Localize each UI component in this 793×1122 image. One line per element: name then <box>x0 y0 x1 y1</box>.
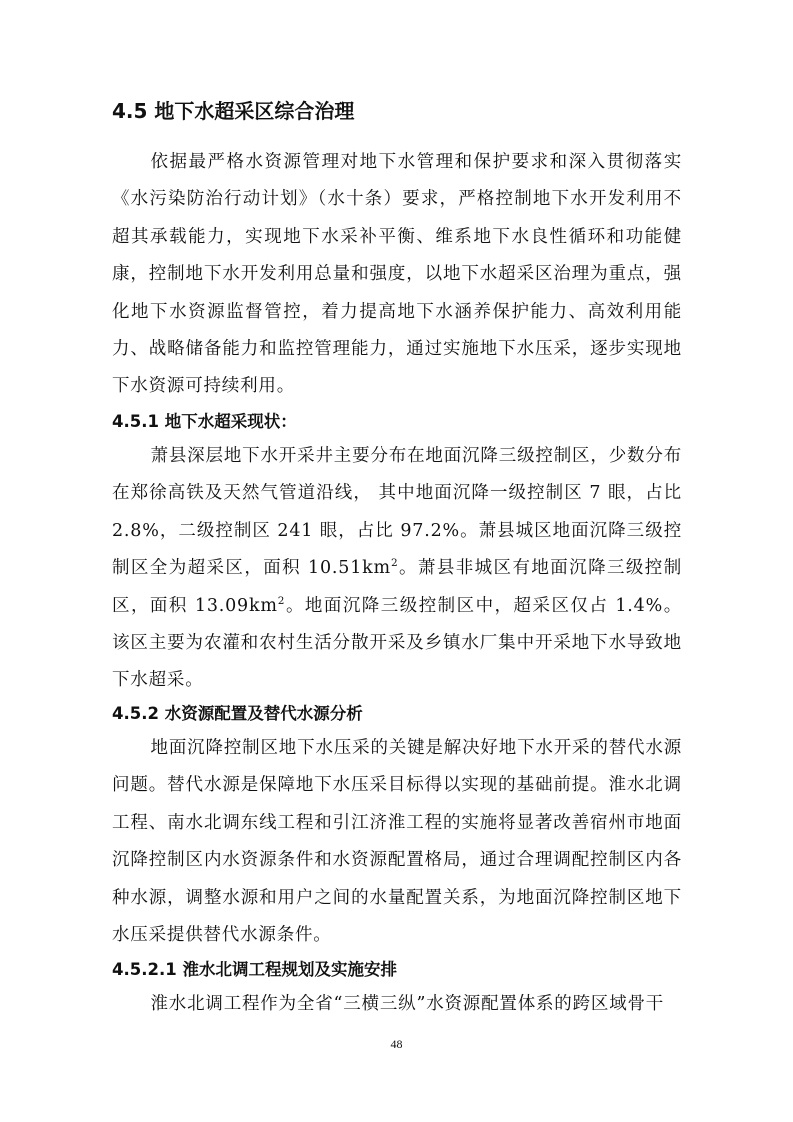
section-heading-4-5-2: 4.5.2 水资源配置及替代水源分析 <box>112 704 363 723</box>
section-heading-4-5-2-1: 4.5.2.1 淮水北调工程规划及实施安排 <box>112 960 397 979</box>
page-number: 48 <box>390 1037 403 1051</box>
paragraph-4-5-1-status <box>112 438 682 700</box>
paragraph-4-5-intro: 依据最严格水资源管理对地下水管理和保护要求和深入贯彻落实《水污染防治行动计划》（水十条）要求，严格控制地下水开发利用不超其承载能力，实现地下水采补平衡、维系地下水良性循环和功能健康，控制地下水开发利用总量和强度，以地下水超采区治理为重点，强化地下水资源监督管控，着力提高地下水涵养保护能力、高效利用能力、战略储备能力和监控管理能力，通过实施地下水压采，逐步实现地下水资源可持续利用。 <box>112 152 682 397</box>
section-heading-4-5: 4.5 地下水超采区综合治理 <box>112 99 355 123</box>
superscript-squared-1: 2 <box>390 557 399 570</box>
status-text-part-3: 。地面沉降三级控制区中，超采区仅占 1.4%。该区主要为农灌和农村生活分散开采及乡镇水厂集中开采地下水导致地下水超采。 <box>112 595 683 691</box>
superscript-squared-2: 2 <box>277 594 286 607</box>
status-text-part-2: 。萧县非城区有地面沉降三级控制区，面积 13.09km <box>112 558 683 616</box>
paragraph-4-5-2-1-start: 淮水北调工程作为全省“三横三纵”水资源配置体系的跨区域骨干 <box>150 994 665 1014</box>
section-heading-4-5-1: 4.5.1 地下水超采现状： <box>112 412 297 431</box>
paragraph-4-5-2-allocation: 地面沉降控制区地下水压采的关键是解决好地下水开采的替代水源问题。替代水源是保障地下水压采目标得以实现的基础前提。淮水北调工程、南水北调东线工程和引江济淮工程的实施将显著改善宿州市地面沉降控制区内水资源条件和水资源配置格局，通过合理调配控制区内各种水源，调整水源和用户之间的水量配置关系，为地面沉降控制区地下水压采提供替代水源条件。 <box>112 738 682 946</box>
status-text-part-1: 萧县深层地下水开采井主要分布在地面沉降三级控制区，少数分布在郑徐高铁及天然气管道沿线， 其中地面沉降一级控制区 7 眼，占比 2.8%，二级控制区 241 眼，占比 97.2%。萧县城区地面沉降三级控制区全为超采区，面积 10.51km <box>112 446 682 579</box>
